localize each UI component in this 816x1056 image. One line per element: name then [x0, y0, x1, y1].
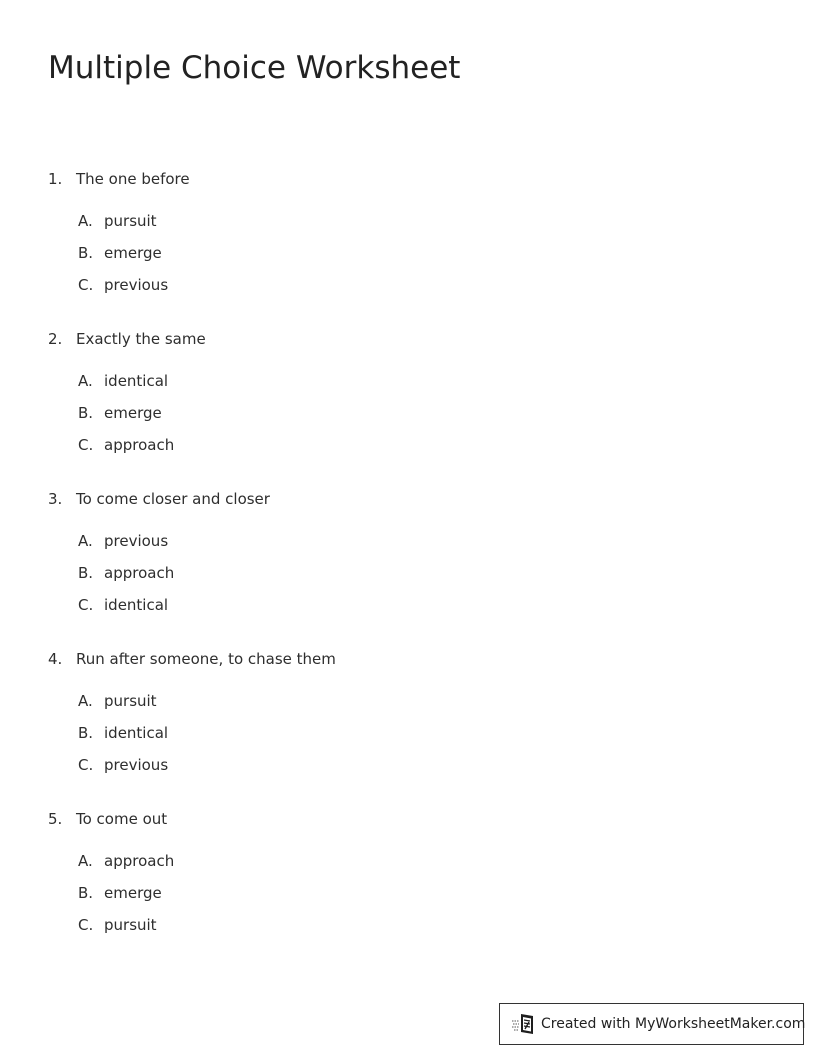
- question-number: 3.: [48, 490, 63, 508]
- option-text: approach: [104, 564, 175, 582]
- worksheet-maker-logo-icon: [511, 1012, 537, 1036]
- question-number: 2.: [48, 330, 63, 348]
- question-5: [48, 808, 768, 968]
- option-letter: A.: [78, 852, 93, 870]
- question-prompt: The one before: [76, 170, 190, 188]
- option-letter: C.: [78, 916, 94, 934]
- option-letter: B.: [78, 404, 94, 422]
- option-letter: C.: [78, 436, 94, 454]
- question-prompt: Exactly the same: [76, 330, 206, 348]
- question-3: [48, 488, 768, 648]
- option-text: identical: [104, 372, 169, 390]
- question-number: 5.: [48, 810, 63, 828]
- question-4: [48, 648, 768, 808]
- option-letter: A.: [78, 532, 93, 550]
- question-1: [48, 168, 768, 328]
- option-text: approach: [104, 436, 175, 454]
- option-letter: C.: [78, 756, 94, 774]
- option-text: approach: [104, 852, 175, 870]
- option-letter: A.: [78, 372, 93, 390]
- option-text: identical: [104, 596, 169, 614]
- option-text: pursuit: [104, 212, 157, 230]
- question-number: 4.: [48, 650, 63, 668]
- option-text: emerge: [104, 884, 162, 902]
- option-letter: C.: [78, 276, 94, 294]
- option-text: pursuit: [104, 916, 157, 934]
- page-title: Multiple Choice Worksheet: [48, 50, 461, 86]
- question-prompt: To come out: [76, 810, 168, 828]
- option-text: emerge: [104, 404, 162, 422]
- option-letter: B.: [78, 564, 94, 582]
- option-text: previous: [104, 756, 169, 774]
- option-text: previous: [104, 276, 169, 294]
- question-prompt: To come closer and closer: [76, 490, 270, 508]
- option-letter: A.: [78, 692, 93, 710]
- question-number: 1.: [48, 170, 63, 188]
- option-letter: B.: [78, 884, 94, 902]
- option-letter: A.: [78, 212, 93, 230]
- question-list: [48, 168, 768, 968]
- created-with-label[interactable]: Created with MyWorksheetMaker.com: [541, 1016, 806, 1032]
- option-text: previous: [104, 532, 169, 550]
- option-text: identical: [104, 724, 169, 742]
- option-text: emerge: [104, 244, 162, 262]
- question-prompt: Run after someone, to chase them: [76, 650, 336, 668]
- option-text: pursuit: [104, 692, 157, 710]
- option-letter: B.: [78, 244, 94, 262]
- option-letter: C.: [78, 596, 94, 614]
- option-letter: B.: [78, 724, 94, 742]
- created-with-badge[interactable]: [499, 1003, 804, 1045]
- question-2: [48, 328, 768, 488]
